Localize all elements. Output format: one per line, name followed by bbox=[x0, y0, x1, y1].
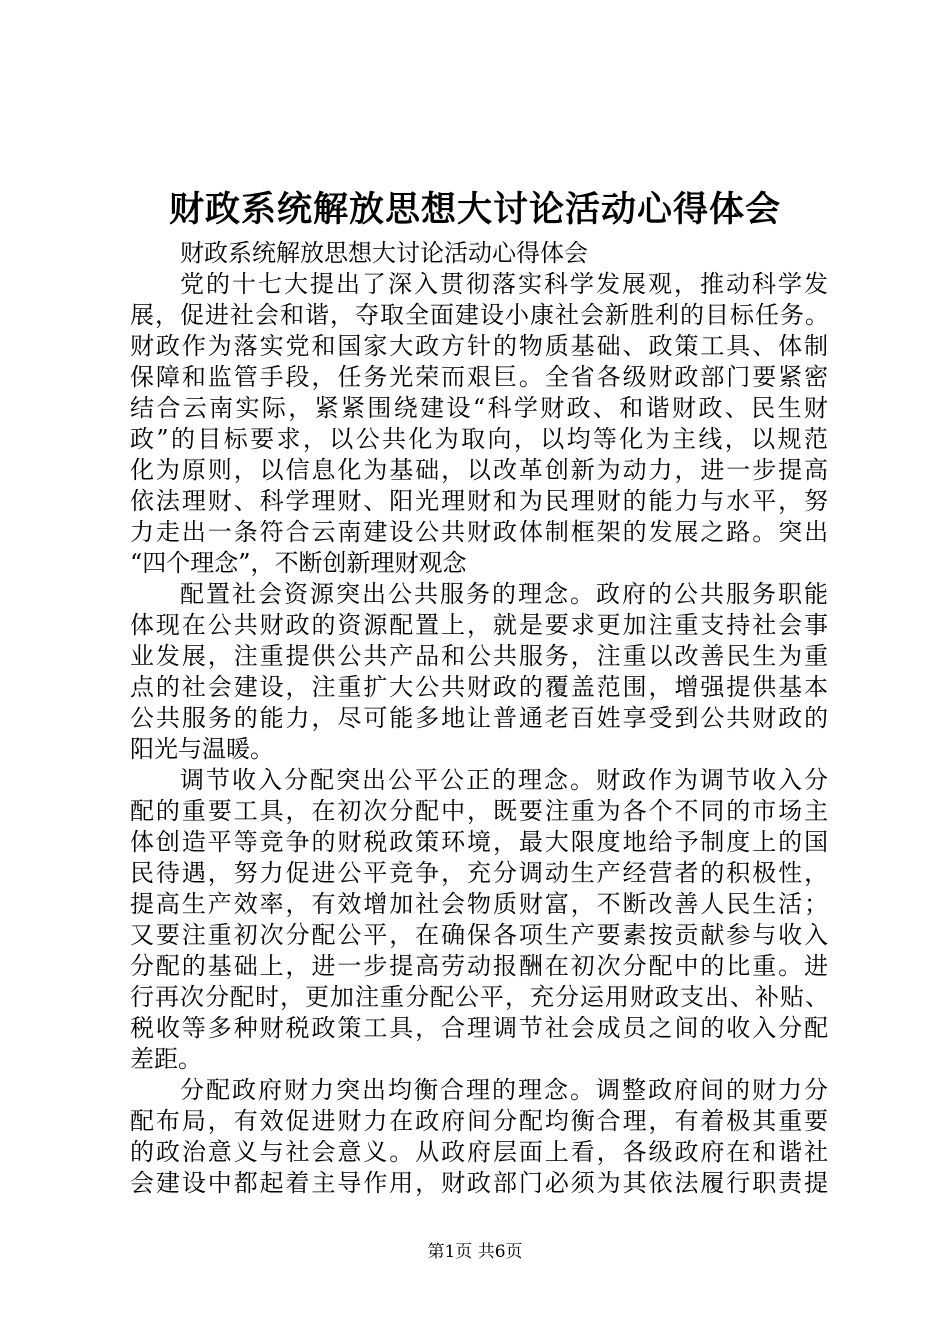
text-line: 又要注重初次分配公平，在确保各项生产要素按贡献参与收入 bbox=[130, 921, 830, 949]
text-line: 配置社会资源突出公共服务的理念。政府的公共服务职能 bbox=[180, 580, 830, 608]
text-line: 分配政府财力突出均衡合理的理念。调整政府间的财力分 bbox=[180, 1076, 830, 1104]
text-line: 财政作为落实党和国家大政方针的物质基础、政策工具、体制 bbox=[130, 332, 830, 360]
text-line: 点的社会建设，注重扩大公共财政的覆盖范围，增强提供基本 bbox=[130, 673, 830, 701]
text-line: 配布局，有效促进财力在政府间分配均衡合理，有着极其重要 bbox=[130, 1107, 830, 1135]
text-line: 业发展，注重提供公共产品和公共服务，注重以改善民生为重 bbox=[130, 642, 830, 670]
text-line: 差距。 bbox=[130, 1045, 202, 1073]
text-line: 行再次分配时，更加注重分配公平，充分运用财政支出、补贴、 bbox=[130, 983, 830, 1011]
text-line: 财政系统解放思想大讨论活动心得体会 bbox=[180, 239, 588, 267]
document-body bbox=[130, 238, 830, 1199]
text-line: 调节收入分配突出公平公正的理念。财政作为调节收入分 bbox=[180, 766, 830, 794]
text-line: “四个理念”，不断创新理财观念 bbox=[130, 549, 467, 577]
text-line: 公共服务的能力，尽可能多地让普通老百姓享受到公共财政的 bbox=[130, 704, 830, 732]
text-line: 民待遇，努力促进公平竞争，充分调动生产经营者的积极性， bbox=[130, 859, 830, 887]
text-line: 税收等多种财税政策工具，合理调节社会成员之间的收入分配 bbox=[130, 1014, 830, 1042]
text-line: 提高生产效率，有效增加社会物质财富，不断改善人民生活； bbox=[130, 890, 830, 918]
text-line: 依法理财、科学理财、阳光理财和为民理财的能力与水平，努 bbox=[130, 487, 830, 515]
document-title: 财政系统解放思想大讨论活动心得体会 bbox=[168, 189, 781, 230]
text-line: 阳光与温暖。 bbox=[130, 735, 274, 763]
text-line: 结合云南实际，紧紧围绕建设“科学财政、和谐财政、民生财 bbox=[130, 394, 831, 422]
text-line: 体创造平等竞争的财税政策环境，最大限度地给予制度上的国 bbox=[130, 828, 830, 856]
text-line: 党的十七大提出了深入贯彻落实科学发展观，推动科学发 bbox=[180, 270, 830, 298]
text-line: 保障和监管手段，任务光荣而艰巨。全省各级财政部门要紧密 bbox=[130, 363, 830, 391]
text-line: 力走出一条符合云南建设公共财政体制框架的发展之路。突出 bbox=[130, 518, 830, 546]
text-line: 分配的基础上，进一步提高劳动报酬在初次分配中的比重。进 bbox=[130, 952, 830, 980]
text-line: 配的重要工具，在初次分配中，既要注重为各个不同的市场主 bbox=[130, 797, 830, 825]
text-line: 化为原则，以信息化为基础，以改革创新为动力，进一步提高 bbox=[130, 456, 830, 484]
page-footer: 第1页 共6页 bbox=[427, 1242, 523, 1262]
text-line: 体现在公共财政的资源配置上，就是要求更加注重支持社会事 bbox=[130, 611, 830, 639]
text-line: 展，促进社会和谐，夺取全面建设小康社会新胜利的目标任务。 bbox=[130, 301, 830, 329]
text-line: 的政治意义与社会意义。从政府层面上看，各级政府在和谐社 bbox=[130, 1138, 830, 1166]
text-line: 政”的目标要求，以公共化为取向，以均等化为主线，以规范 bbox=[130, 425, 831, 453]
text-line: 会建设中都起着主导作用，财政部门必须为其依法履行职责提 bbox=[130, 1169, 830, 1197]
